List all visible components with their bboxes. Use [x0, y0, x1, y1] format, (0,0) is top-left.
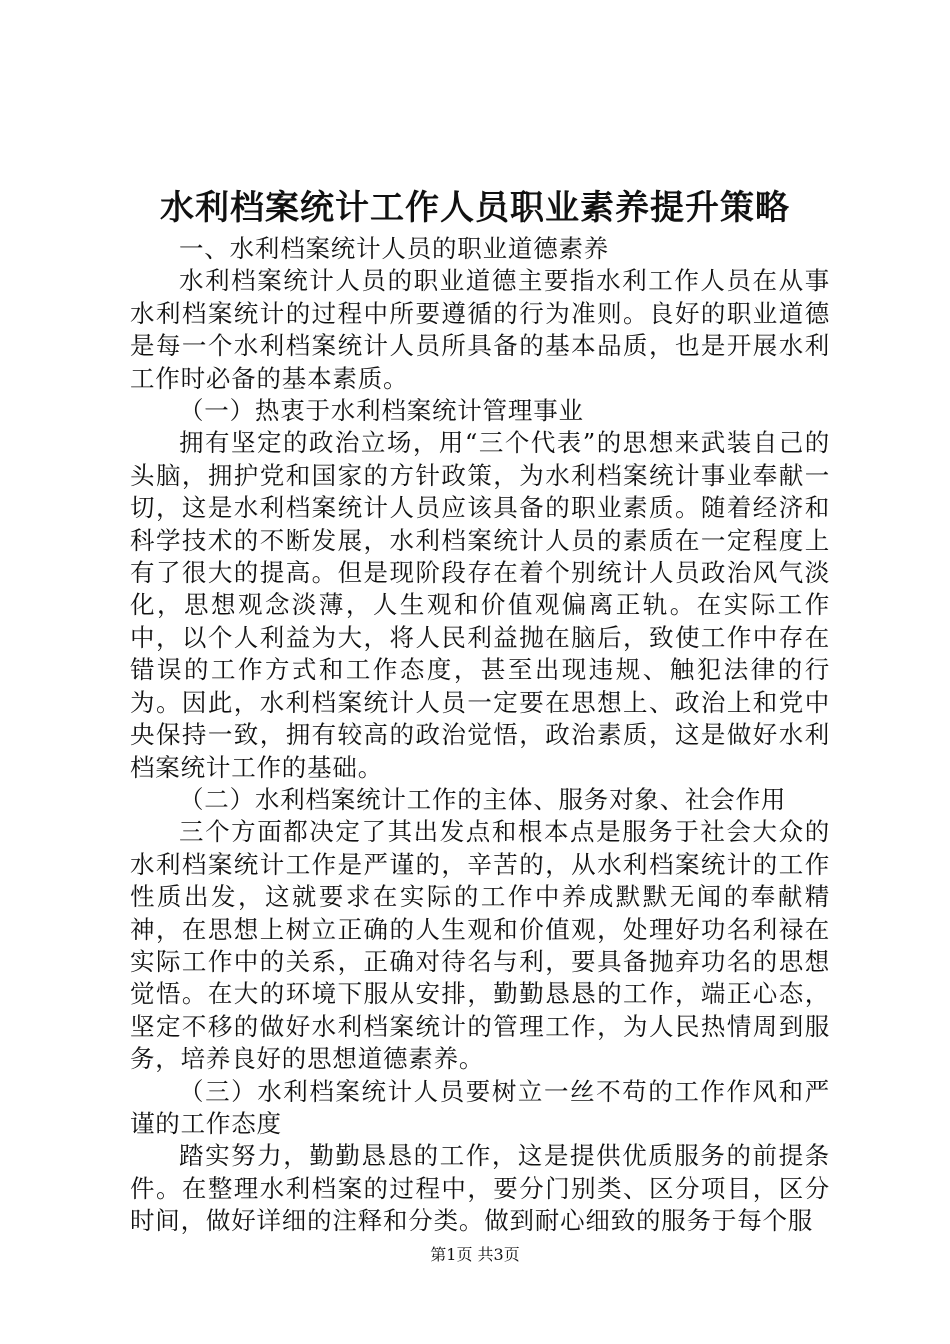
- section-heading: 一、水利档案统计人员的职业道德素养: [179, 234, 610, 263]
- document-body: [130, 233, 830, 1238]
- paragraph: 踏实努力，勤勤恳恳的工作，这是提供优质服务的前提条件。在整理水利档案的过程中，要分门别类、区分项目，区分时间，做好详细的注释和分类。做到耐心细致的服务于每个服: [130, 1141, 830, 1236]
- page-number-footer: 第1页 共3页: [430, 1245, 520, 1264]
- document-title: 水利档案统计工作人员职业素养提升策略: [160, 188, 790, 228]
- subsection-heading: （二）水利档案统计工作的主体、服务对象、社会作用: [179, 784, 787, 814]
- subsection-heading: （一）热衷于水利档案统计管理事业: [179, 396, 584, 426]
- paragraph: 三个方面都决定了其出发点和根本点是服务于社会大众的水利档案统计工作是严谨的，辛苦的，从水利档案统计的工作性质出发，这就要求在实际的工作中养成默默无闻的奉献精神，在思想上树立正确的人生观和价值观，处理好功名利禄在实际工作中的关系，正确对待名与利，要具备抛弃功名的思想觉悟。在大的环境下服从安排，勤勤恳恳的工作，端正心态，坚定不移的做好水利档案统计的管理工作，为人民热情周到服务，培养良好的思想道德素养。: [130, 817, 830, 1074]
- paragraph: 水利档案统计人员的职业道德主要指水利工作人员在从事水利档案统计的过程中所要遵循的行为准则。良好的职业道德是每一个水利档案统计人员所具备的基本品质，也是开展水利工作时必备的基本素质。: [130, 266, 830, 393]
- paragraph: 拥有坚定的政治立场，用“三个代表”的思想来武装自己的头脑，拥护党和国家的方针政策，为水利档案统计事业奉献一切，这是水利档案统计人员应该具备的职业素质。随着经济和科学技术的不断发展，水利档案统计人员的素质在一定程度上有了很大的提高。但是现阶段存在着个别统计人员政治风气淡化，思想观念淡薄，人生观和价值观偏离正轨。在实际工作中，以个人利益为大，将人民利益抛在脑后，致使工作中存在错误的工作方式和工作态度，甚至出现违规、触犯法律的行为。因此，水利档案统计人员一定要在思想上、政治上和党中央保持一致，拥有较高的政治觉悟，政治素质，这是做好水利档案统计工作的基础。: [130, 428, 830, 782]
- subsection-heading: （三）水利档案统计人员要树立一丝不苟的工作作风和严谨的工作态度: [130, 1076, 830, 1138]
